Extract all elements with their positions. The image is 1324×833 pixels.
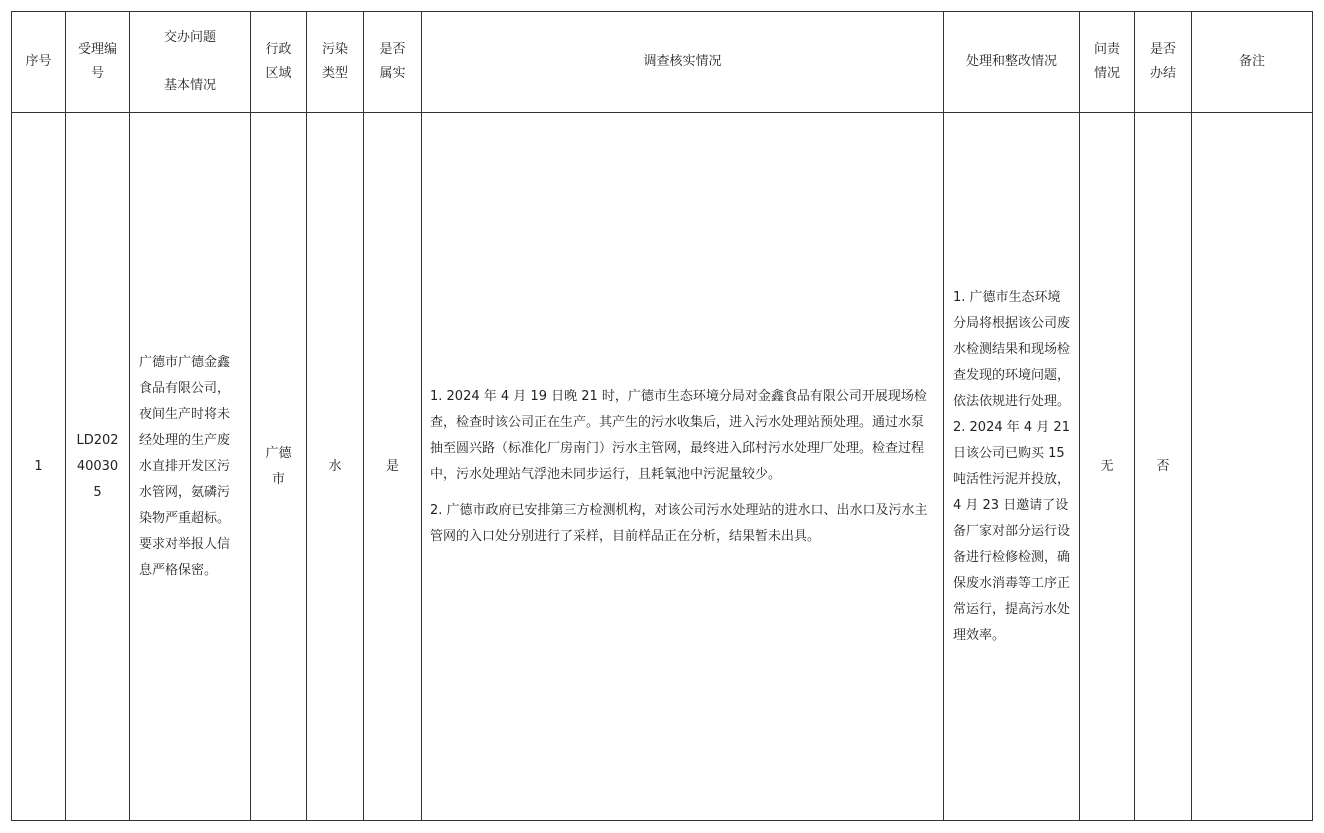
header-closed-line-2: 办结 — [1149, 66, 1176, 81]
region-line-1: 广德 — [265, 445, 292, 461]
header-pollution — [307, 12, 364, 113]
investigation-paragraph-2: 2. 广德市政府已安排第三方检测机构，对该公司污水处理站的进水口、出水口及污水主管网的入口处分别进行了采样，目前样品正在分析，结果暂未出具。 — [430, 502, 928, 544]
header-handling — [944, 12, 1080, 113]
header-row — [12, 12, 1313, 113]
header-case-no-line-2: 号 — [90, 66, 104, 81]
cell-investigation — [422, 113, 944, 821]
case-table — [11, 11, 1313, 821]
header-pollution-line-1: 污染 — [321, 42, 348, 57]
header-issue — [130, 12, 251, 113]
cell-handling — [944, 113, 1080, 821]
investigation-paragraph-1: 1. 2024 年 4 月 19 日晚 21 时，广德市生态环境分局对金鑫食品有限公司开展现场检查，检查时该公司正在生产。其产生的污水收集后，进入污水处理站预处理。通过水泵抽至圆兴路（标准化厂房南门）污水主管网，最终进入邱村污水处理厂处理。检查过程中，污水处理站气浮池未同步运行，且耗氧池中污泥量较少。 — [430, 388, 927, 482]
header-case-no-line-1: 受理编 — [77, 42, 117, 57]
seq-value: 1 — [34, 458, 43, 474]
cell-closed — [1135, 113, 1192, 821]
closed-value: 否 — [1156, 458, 1170, 474]
cell-seq — [12, 113, 66, 821]
region-line-2: 市 — [271, 471, 285, 487]
header-pollution-line-2: 类型 — [321, 66, 348, 81]
accountability-value: 无 — [1100, 458, 1114, 474]
cell-remarks — [1192, 113, 1313, 821]
header-issue-line-1: 交办问题 — [163, 30, 216, 45]
header-verified — [364, 12, 422, 113]
header-region-line-2: 区域 — [265, 66, 292, 81]
pollution-value: 水 — [328, 458, 342, 474]
handling-paragraph-1: 1. 广德市生态环境分局将根据该公司废水检测结果和现场检查发现的环境问题，依法依规进行处理。 — [953, 289, 1071, 409]
header-investigation-label: 调查核实情况 — [643, 54, 722, 69]
table-row — [12, 113, 1313, 821]
cell-pollution — [307, 113, 364, 821]
header-accountability-line-2: 情况 — [1093, 66, 1120, 81]
cell-accountability — [1080, 113, 1135, 821]
header-remarks — [1192, 12, 1313, 113]
cell-region — [251, 113, 307, 821]
header-issue-line-2: 基本情况 — [163, 78, 216, 93]
header-closed — [1135, 12, 1192, 113]
header-closed-line-1: 是否 — [1149, 42, 1176, 57]
handling-paragraph-2: 2. 2024 年 4 月 21 日该公司已购买 15 吨活性污泥并投放，4 月 23 日邀请了设备厂家对部分运行设备进行检修检测，确保废水消毒等工序正常运行，提高污水处理效率。 — [953, 419, 1071, 643]
cell-verified — [364, 113, 422, 821]
verified-value: 是 — [385, 458, 399, 474]
header-remarks-label: 备注 — [1238, 54, 1265, 69]
header-investigation — [422, 12, 944, 113]
header-accountability-line-1: 问责 — [1093, 42, 1120, 57]
header-seq — [12, 12, 66, 113]
header-seq-label: 序号 — [25, 54, 52, 69]
header-accountability — [1080, 12, 1135, 113]
case-no-part-3: 5 — [93, 484, 102, 500]
issue-text: 广德市广德金鑫食品有限公司，夜间生产时将未经处理的生产废水直排开发区污水管网，氨磷污染物严重超标。要求对举报人信息严格保密。 — [139, 354, 231, 578]
case-no-part-1: LD202 — [76, 432, 119, 448]
header-region — [251, 12, 307, 113]
cell-issue — [130, 113, 251, 821]
header-region-line-1: 行政 — [265, 42, 292, 57]
header-verified-line-2: 属实 — [379, 66, 406, 81]
header-case-no — [66, 12, 130, 113]
cell-case-no — [66, 113, 130, 821]
case-no-part-2: 40030 — [76, 458, 119, 474]
report-sheet — [11, 11, 1313, 821]
header-handling-label: 处理和整改情况 — [965, 54, 1057, 69]
header-verified-line-1: 是否 — [379, 42, 406, 57]
